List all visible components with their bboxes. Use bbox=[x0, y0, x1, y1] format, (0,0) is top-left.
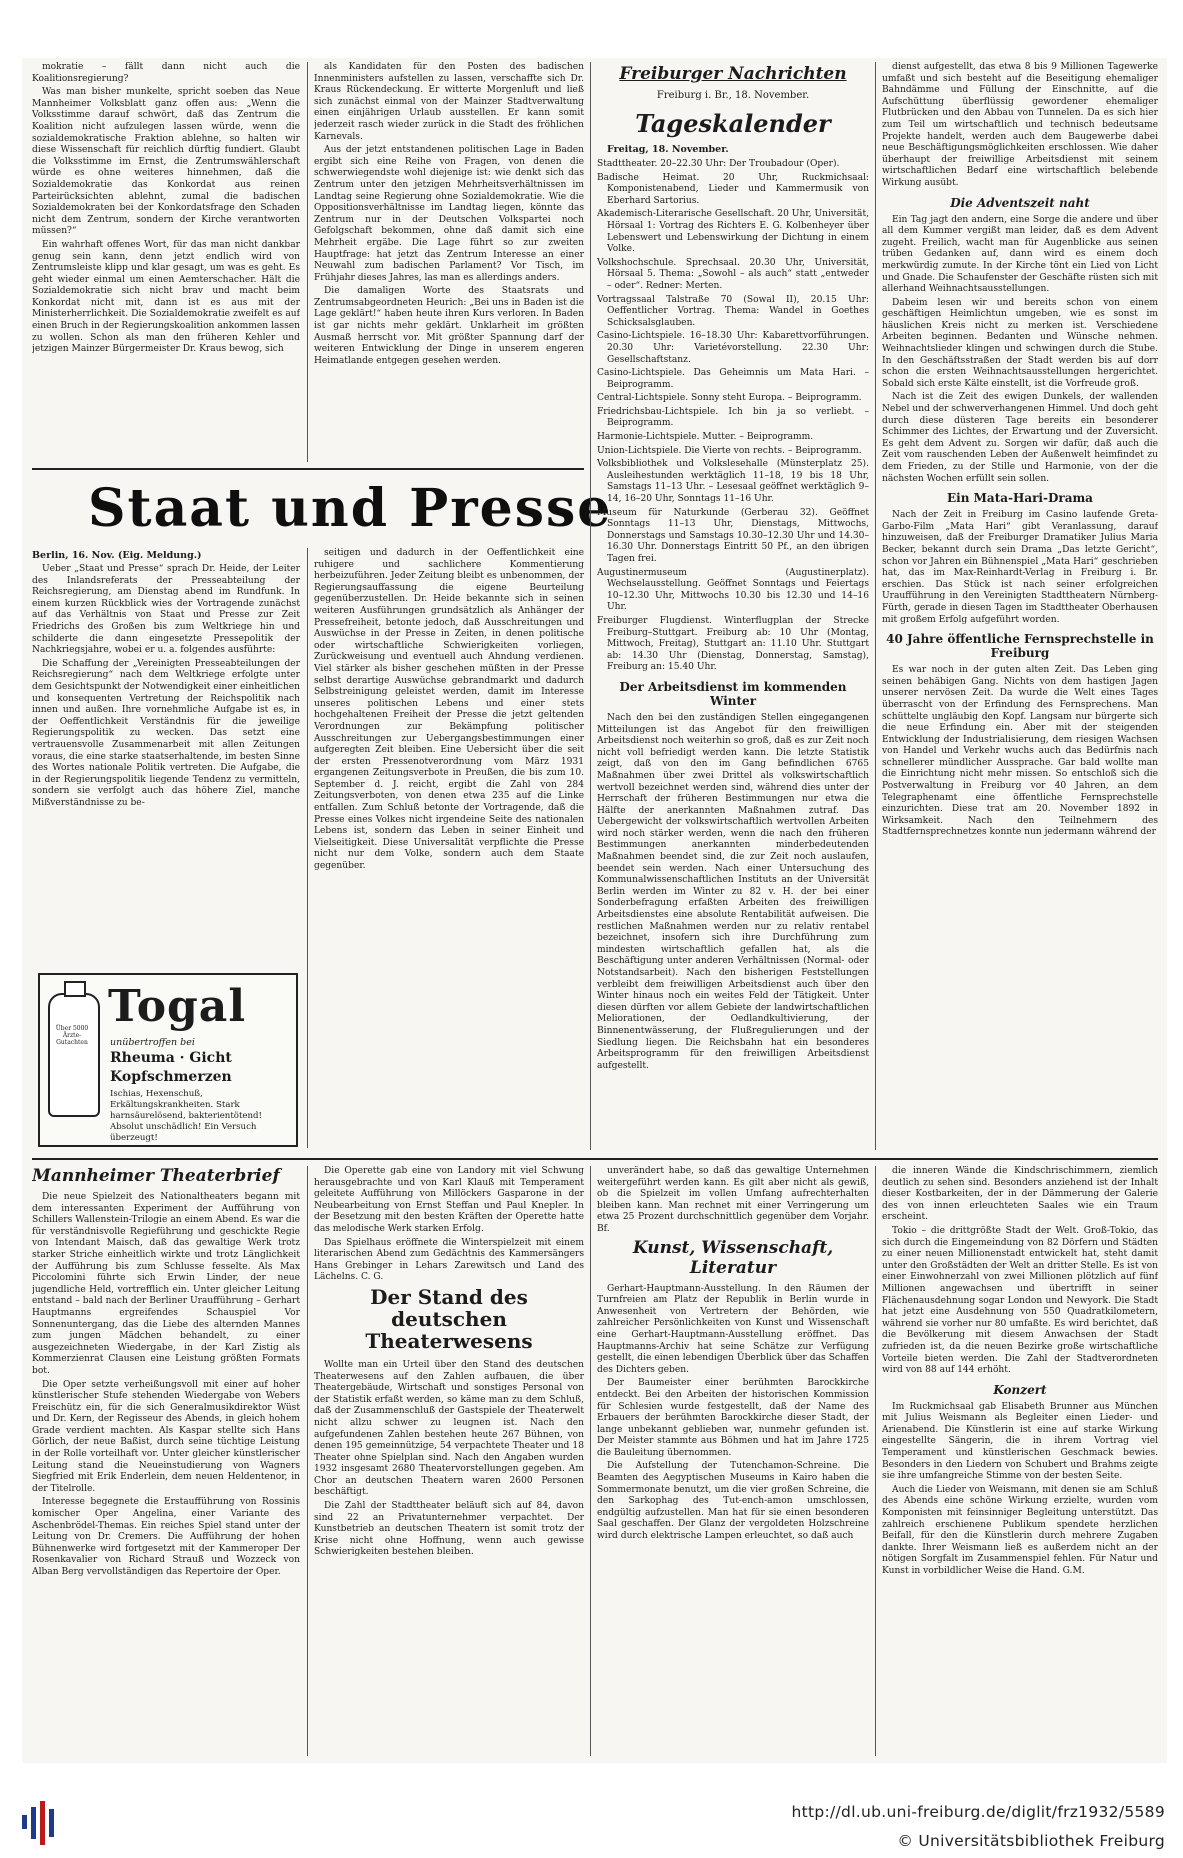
arbeitsdienst-heading: Der Arbeitsdienst im kommenden Winter bbox=[619, 679, 847, 708]
mata-hari-heading: Ein Mata-Hari-Drama bbox=[947, 491, 1093, 506]
operette-and-theaterwesen bbox=[314, 1166, 584, 1756]
masthead: Freiburger Nachrichten bbox=[619, 64, 847, 84]
paragraph: Das Spielhaus eröffnete die Winterspielzeit mit einem literarischen Abend zum Gedächtnis des Kammersängers Hans Grebinger in Lehars Zarewitsch und Land des Lächelns. C. G. bbox=[314, 1237, 584, 1283]
dateline: Berlin, 16. Nov. (Eig. Meldung.) bbox=[32, 550, 202, 561]
paragraph: Nach der Zeit in Freiburg im Casino laufende Greta-Garbo-Film „Mata Hari“ gibt Veranlassung, darauf hinzuweisen, daß der Freiburger Dramatiker Julius Maria Becker, bekannt durch sein Drama „Das letzte Gericht“, schon vor Jahren ein Bühnenspiel „Mata Hari“ geschrieben hat, das im Max-Reinhardt-Verlag in Freiburg i. Br. erschien. Das Stück ist nach seiner erfolgreichen Uraufführung in den Vereinigten Stadttheatern Nürnberg-Fürth, gerade in diesen Tagen im Stadttheater Oberhausen mit großem Erfolg aufgeführt worden. bbox=[882, 510, 1158, 625]
paragraph: die inneren Wände die Kindschrischimmern, ziemlich deutlich zu sehen sind. Besonders anziehend ist der Inhalt dieser Kostbarkeiten, der in der Dämmerung der Galerie des von innen erleuchteten Saales wie ein Traum erscheint. bbox=[882, 1166, 1158, 1223]
paragraph: seitigen und dadurch in der Oeffentlichkeit eine ruhigere und sachlichere Kommentierung herbeizuführen. Jeder Zeitung bleibt es unbenommen, der Regierungsauffassung die eigene Beurteilung gegenüberzustellen. Dr. Heide bekannte sich in seinen weiteren Ausführungen grundsätzlich als Anhänger der Pressefreiheit, betonte jedoch, daß Ausschreitungen und Auswüchse in der Presse in Zeiten, in denen politische oder wirtschaftliche Schwierigkeiten vorliegen, Zurückweisung und eventuell auch Ahndung verdienen. Viel stärker als bisher geschehen müßten in der Presse selbst derartige Auswüchse gebrandmarkt und dadurch Selbstreinigung geleistet werden, damit im Interesse unseres politischen Lebens und einer stets hochgehaltenen Freiheit der Presse die jetzt geltenden Verordnungen zur Bekämpfung politischer Ausschreitungen zur Uebergangsbestimmungen einer aufgeregten Zeit bleiben. Eine Uebersicht über die seit der ersten Pressenotverordnung vom März 1931 ergangenen Zeitungsverbote in Preußen, die bis zum 10. September d. J. reicht, ergibt die Zahl von 284 Zeitungsverboten, von denen etwa 235 auf die Linke entfallen. Zum Schluß betonte der Vortragende, daß die Presse eines Volkes nicht irgendeine Seite des nationalen Lebens ist, sondern das Leben in seiner Einheit und Vielseitigkeit. Diese Universalität verpflichte die Presse nicht nur dem Volke, sondern auch dem Staate gegenüber. bbox=[314, 548, 584, 872]
bottle-neck bbox=[64, 981, 86, 997]
calendar-entry: Badische Heimat. 20 Uhr, Ruckmichsaal: Komponistenabend, Lieder und Kammermusik von Eberhard Sartorius. bbox=[597, 172, 869, 206]
paragraph: Gerhart-Hauptmann-Ausstellung. In den Räumen der Turnfreien am Platz der Republik in Berlin wurde in Anwesenheit von Vertretern der Behörden, wie zahlreicher Persönlichkeiten von Kunst und Wissenschaft eine Gerhart-Hauptmann-Ausstellung eröffnet. Das Hauptmanns-Archiv hat seine Schätze zur Verfügung gestellt, die einen lebendigen Überblick über das Schaffen des Dichters geben. bbox=[597, 1283, 869, 1375]
paragraph: dienst aufgestellt, das etwa 8 bis 9 Millionen Tagewerke umfaßt und sich besteht auf die Beseitigung ehemaliger Bahndämme und Füllung der Einschnitte, auf die Aufschüttung überflüssig gewordener ehemaliger Flutbrücken und den Abbau von Tunnelen. Da es sich hier zum Teil um wirtschaftlich und technisch bedeutsame Projekte handelt, werden auch dem Baugewerbe dabei neue Beschäftigungsmöglichkeiten erschlossen. Wie daher überhaupt der freiwillige Arbeitsdienst mit seinem wirtschaftlichen Bedarf eine wirtschaftlich belebende Wirkung ausübt. bbox=[882, 62, 1158, 188]
library-logo-icon bbox=[18, 1797, 62, 1849]
column-rule bbox=[307, 548, 308, 1148]
newspaper-page bbox=[22, 58, 1167, 1763]
paragraph: Die Zahl der Stadttheater beläuft sich auf 84, davon sind 22 an Privatunternehmer verpachtet. Der Kunstbetrieb an deutschen Theatern ist somit trotz der Krise nicht ohne Hoffnung, wenn auch gewisse Schwierigkeiten bestehen bleiben. bbox=[314, 1501, 584, 1558]
calendar-entry: Volksbibliothek und Volkslesehalle (Münsterplatz 25). Ausleihestunden werktäglich 11–18, 19 bis 18 Uhr, Samstags 11–13 Uhr. – Lesesaal geöffnet werktäglich 9–14, 16–20 Uhr, Sonntags 11–16 Uhr. bbox=[597, 459, 869, 505]
calendar-entry: Union-Lichtspiele. Die Vierte von rechts. – Beiprogramm. bbox=[597, 445, 862, 456]
tokio-and-konzert-column bbox=[882, 1166, 1158, 1756]
calendar-entry: Freiburger Flugdienst. Winterflugplan der Strecke Freiburg–Stuttgart. Freiburg ab: 10 Uhr (Montag, Mittwoch, Freitag), Stuttgart an: 11.10 Uhr. Stuttgart ab: 14.30 Uhr (Dienstag, Donnerstag, Samstag), Freiburg an: 15.40 Uhr. bbox=[597, 615, 869, 673]
paragraph: Die damaligen Worte des Staatsrats und Zentrumsabgeordneten Heurich: „Bei uns in Baden ist die Lage geklärt!“ haben heute ihren Kurs verloren. In Baden ist gar nichts mehr geklärt. Unklarheit im größten Ausmaß herrscht vor. Mit größter Spannung darf der weiteren Entwicklung der Dinge in unserem engeren Heimatlande entgegen gesehen werden. bbox=[314, 286, 584, 366]
ad-line: Rheuma · Gicht bbox=[110, 1050, 232, 1066]
column-rule bbox=[875, 62, 876, 1150]
togal-advertisement bbox=[38, 973, 298, 1147]
local-news-column bbox=[597, 62, 869, 1150]
staat-article-col2 bbox=[314, 548, 584, 1148]
column-rule bbox=[307, 1166, 308, 1756]
paragraph: Interesse begegnete die Erstaufführung von Rossinis komischer Oper Angelina, einer Variante des Aschenbrödel-Themas. Ein reiches Spiel stand unter der Leitung von Dr. Cremers. Die Aufführung der hohen Bühnenwerke wird fortgesetzt mit der Kammeroper Der Rosenkavalier von Richard Strauß und Wozzeck von Alban Berg vervollständigen das Repertoire der Oper. bbox=[32, 1497, 300, 1577]
column-rule bbox=[590, 62, 591, 1150]
copyright-notice: © Universitätsbibliothek Freiburg bbox=[897, 1832, 1165, 1850]
paragraph: Aus der jetzt entstandenen politischen Lage in Baden ergibt sich eine Reihe von Fragen, von denen die schwerwiegendste wohl diejenige ist: wie denkt sich das Zentrum unter den jetzigen Mehrheitsverhältnissen im Landtag seine Regierung ohne Sozialdemokratie. Wie die Oppositionsverhältnisse im Landtag liegen, könnte das Zentrum nur in der Deutschen Volkspartei noch Gefolgschaft bekommen, ohne daß damit sich eine Mehrheit ergäbe. Die Lage führt so zur zweiten Hauptfrage: hat jetzt das Zentrum Interesse an einer Neuwahl zum badischen Parlament? Vor Tisch, im Frühjahr dieses Jahres, las man es allerdings anders. bbox=[314, 145, 584, 283]
calendar-entry: Friedrichsbau-Lichtspiele. Ich bin ja so verliebt. – Beiprogramm. bbox=[597, 406, 869, 429]
paragraph: Die neue Spielzeit des Nationaltheaters begann mit dem interessanten Experiment der Aufführung von Schillers Wallenstein-Trilogie an einem Abend. Es war die für verständnisvolle Regieführung und geschickte Regie von Intendant Maisch, daß das gewaltige Werk trotz starker Striche einheitlich wirkte und trotz Länglichkeit der Aufführung bis zum Schlusse fesselte. Als Max Piccolomini führte sich Erwin Linder, der neue jugendliche Held, vortrefflich ein. Unter gleicher Leitung entstand – bald nach der Berliner Uraufführung – Gerhart Hauptmanns ergreifendes Schauspiel Vor Sonnenuntergang, das die Liebe des alternden Mannes zum jungen Mädchen behandelt, zu einer ausgezeichneten Wiedergabe, in der Karl Zistig als Kommerzienrat Clausen eine Leistung größten Formats bot. bbox=[32, 1192, 300, 1376]
col2-top-article bbox=[314, 62, 584, 462]
masthead-dateline: Freiburg i. Br., 18. November. bbox=[656, 90, 810, 101]
column-rule bbox=[875, 1166, 876, 1756]
paragraph: Ueber „Staat und Presse“ sprach Dr. Heide, der Leiter des Inlandsreferats der Presseabteilung der Reichsregierung, am Dienstag abend im Rundfunk. In einem kurzen Rückblick wies der Vortragende zunächst auf das Verhältnis von Staat und Presse zur Zeit Friedrichs des Großen bis zum Weltkriege hin und schilderte die dann eingesetzte Pressepolitik der Nachkriegsjahre, wobei er u. a. folgendes ausführte: bbox=[32, 564, 300, 656]
calendar-entry: Harmonie-Lichtspiele. Mutter. – Beiprogramm. bbox=[597, 432, 814, 443]
tageskalender-date: Freitag, 18. November. bbox=[607, 144, 729, 155]
calendar-entry: Akademisch-Literarische Gesellschaft. 20 Uhr, Universität, Hörsaal 1: Vortrag des Richters E. G. Kolbenheyer über Lebenswert und Lebenswirkung der Dichtung in einem Volke. bbox=[597, 209, 869, 255]
konzert-heading: Konzert bbox=[993, 1382, 1047, 1397]
kunst-wissenschaft-column bbox=[597, 1166, 869, 1756]
paragraph: Ein wahrhaft offenes Wort, für das man nicht dankbar genug sein kann, denn jetzt endlich wird von Zentrumsleiste klipp und klar gesagt, um was es geht. Es geht wieder einmal um einen Aemterschacher. Hält die Sozialdemokratie sich nicht brav und macht beim Konkordat nicht mit, dann ist es aus mit der Ministerherrlichkeit. Die Sozialdemokratie zweifelt es auf einen Bruch in der Regierungskoalition ankommen lassen zu wollen. Schon als man den früheren Kehler und jetzigen Mainzer Bürgermeister Dr. Kraus bewog, sich bbox=[32, 239, 300, 355]
paragraph: Was man bisher munkelte, spricht soeben das Neue Mannheimer Volksblatt ganz offen aus: „Wenn die Volksstimme darauf schwört, daß das Zentrum die Koalition nicht aufzulegen lassen würde, wenn die sozialdemokratische Fraktion ablehne, so halten wir diese Wissenschaft für reichlich dürftig fundiert. Glaubt die Volksstimme im Ernst, die Zentrumswählerschaft würde es ohne weiteres hinnehmen, daß die Sozialdemokratie das Konkordat aus reinen Parteirücksichten ablehnt, zumal die badischen Sozialdemokraten bei der Konkordatsfrage den Schaden nicht dem Zentrum, sondern der Kirche verantworten müssen?“ bbox=[32, 87, 300, 237]
headline-staat-und-presse: Staat und Presse bbox=[88, 478, 613, 539]
paragraph: Der Baumeister einer berühmten Barockkirche entdeckt. Bei den Arbeiten der historischen Kommission für Schlesien wurde festgestellt, daß der Name des Erbauers der berühmten Barockkirche dieser Stadt, der lange unbekannt geblieben war, nunmehr gefunden ist. Der Meister stammte aus Böhmen und hat im Jahre 1725 die Bauleitung übernommen. bbox=[597, 1378, 869, 1458]
calendar-entries bbox=[597, 159, 869, 674]
ad-brand: Togal bbox=[108, 981, 247, 1032]
ad-line: Kopfschmerzen bbox=[110, 1069, 232, 1085]
paragraph: Auch die Lieder von Weismann, mit denen sie am Schluß des Abends eine schöne Wirkung erzielte, wurden vom Komponisten mit feinsinniger Begleitung unterstützt. Das zahlreich erschienene Publikum spendete herzlichen Beifall, für den die Künstlerin durch mehrere Zugaben dankte. Ihrer Weismann ließ es außerdem nicht an der nötigen Sorgfalt im Zusammenspiel fehlen. Für Natur und Kunst in vorbildlicher Weise die Hand. G.M. bbox=[882, 1484, 1158, 1576]
calendar-entry: Vortragssaal Talstraße 70 (Sowal II), 20.15 Uhr: Oeffentlicher Vortrag. Thema: Wandel in Goethes Schicksalsglauben. bbox=[597, 294, 869, 328]
calendar-entry: Casino-Lichtspiele. Das Geheimnis um Mata Hari. – Beiprogramm. bbox=[597, 368, 869, 390]
ad-small-print: Ischias, Hexenschuß, Erkältungskrankheiten. Stark harnsäurelösend, bakterientötend! Absolut unschädlich! Ein Versuch überzeugt! bbox=[110, 1089, 262, 1143]
paragraph: Nach den bei den zuständigen Stellen eingegangenen Mitteilungen ist das Angebot für den freiwilligen Arbeitsdienst noch weiterhin so groß, daß es zur Zeit noch nicht voll befriedigt werden kann. Die letzte Statistik zeigt, daß von den im Gang befindlichen 6765 Maßnahmen über zwei Drittel als volkswirtschaftlich wertvoll bezeichnet werden sind, während dies unter der Herrschaft der früheren Bestimmungen nur etwa die Hälfte der anerkannten Maßnahmen zutraf. Das Uebergewicht der volkswirtschaftlich wertvollen Arbeiten wird noch stärker werden, wenn die nach den früheren Bestimmungen anerkannten minderbedeutenden Maßnahmen beendet sind, die zur Zeit noch auslaufen, beendet sein werden. Nach einer Untersuchung des Kommunalwissenschaftlichen Instituts an der Universität Berlin werden im Winter zu 82 v. H. der bei einer Sonderbefragung erfaßten Arbeiten des freiwilligen Arbeitsdienstes eine absolute Rentabilität aufweisen. Die restlichen Maßnahmen werden nur zu relativ rentabel bezeichnet, insofern sich ihre Durchführung zum mindesten wirtschaftlich gefallen hat, als die Beschäftigung unter anderen Verhältnissen (Normal- oder Notstandsarbeit). Nach den bisherigen Feststellungen verbleibt dem freiwilligen Arbeitsdienst auch über den Winter hinaus noch ein weites Feld der Tätigkeit. Unter diesen dürften vor allem Gebiete der landwirtschaftlichen Meliorationen, der Oedlandkultivierung, der Binnenentwässerung, der Flußregulierungen und der Siedlung liegen. Die Reichsbahn hat ein besonderes Arbeitsprogramm für den freiwilligen Arbeitsdienst aufgestellt. bbox=[597, 712, 869, 1071]
col1-top-article bbox=[32, 62, 300, 462]
theaterbrief-heading: Mannheimer Theaterbrief bbox=[32, 1166, 280, 1186]
advent-heading: Die Adventszeit naht bbox=[950, 195, 1090, 210]
paragraph: mokratie – fällt dann nicht auch die Koalitionsregierung? bbox=[32, 62, 300, 84]
calendar-entry: Augustinermuseum (Augustinerplatz). Wechselausstellung. Geöffnet Sonntags und Feiertags 10–12.30 Uhr, Mittwochs 10.30 bis 12.30 und 14–16 Uhr. bbox=[597, 567, 869, 613]
ad-tagline: unübertroffen bei bbox=[110, 1037, 195, 1048]
paragraph: Die Operette gab eine von Landory mit viel Schwung herausgebrachte und von Karl Klauß mit Temperament geleitete Aufführung von Millöckers Gasparone in der Neubearbeitung von Ernst Steffan und Paul Knepler. In der Besetzung mit den besten Kräften der Operette hatte das melodische Werk starken Erfolg. bbox=[314, 1166, 584, 1234]
calendar-entry: Volkshochschule. Sprechsaal. 20.30 Uhr, Universität, Hörsaal 5. Thema: „Sowohl – als auch“ statt „entweder – oder“. Redner: Merten. bbox=[597, 257, 869, 291]
calendar-entry: Stadttheater. 20–22.30 Uhr: Der Troubadour (Oper). bbox=[597, 159, 840, 169]
bottle-label: Über 5000 Ärzte-Gutachten bbox=[55, 1025, 89, 1046]
paragraph: Die Schaffung der „Vereinigten Presseabteilungen der Reichsregierung“ nach dem Weltkriege erfolgte unter dem Gesichtspunkt der Notwendigkeit einer einheitlichen und konsequenten Vertretung der Reichspolitik nach innen und außen. Ihre vornehmliche Aufgabe ist es, in der Oeffentlichkeit Verständnis für die jeweilige Regierungspolitik zu wecken. Das setzt eine vertrauensvolle Zusammenarbeit mit allen Zeitungen voraus, die eine starke staatserhaltende, im besten Sinne des Wortes nationale Politik vertreten. Die Aufgabe, die in der Regierungspolitik liegende Tendenz zu vermitteln, sondern sie verfolgt auch das höhere Ziel, manche Mißverständnisse zu be- bbox=[32, 658, 300, 808]
paragraph: Die Aufstellung der Tutenchamon-Schreine. Die Beamten des Aegyptischen Museums in Kairo haben die Sommermonate benutzt, um die vier großen Schreine, die den Sarkophag des Tut-ench-amon umschlossen, endgültig aufzustellen. Man hat für sie einen besonderen Saal geschaffen. Der Glanz der vergoldeten Holzschreine wird durch elektrische Lampen erleuchtet, so daß auch bbox=[597, 1461, 869, 1542]
medicine-bottle-icon bbox=[48, 993, 100, 1117]
fernsprech-heading: 40 Jahre öffentliche Fernsprechstelle in Freiburg bbox=[886, 632, 1154, 661]
tageskalender-title: Tageskalender bbox=[635, 109, 831, 138]
calendar-entry: Central-Lichtspiele. Sonny steht Europa. – Beiprogramm. bbox=[597, 393, 862, 404]
section-divider bbox=[32, 468, 584, 470]
paragraph: Wollte man ein Urteil über den Stand des deutschen Theaterwesens auf den Zahlen aufbauen, die über Theatergebäude, Wirtschaft und sonstiges Personal von der Statistik erfaßt werden, so käme man zu dem Schluß, daß der Zusammenschluß der Gastspiele der Theaterwelt nicht allzu schwer zu leugnen ist. Nach den aufgefundenen Zahlen bestehen heute 267 Bühnen, von denen 195 gemeinnützige, 54 verpachtete Theater und 18 Theater ohne Spielplan sind. Nach den Angaben wurden 1932 insgesamt 2680 Theatervorstellungen gegeben. Am Chor an deutschen Theatern waren 2600 Personen beschäftigt. bbox=[314, 1359, 584, 1498]
paragraph: Im Ruckmichsaal gab Elisabeth Brunner aus München mit Julius Weismann als Begleiter einen Lieder- und Arienabend. Die Künstlerin ist eine auf starke Wirkung eingestellte Sängerin, die in ihrem Vortrag viel Temperament und künstlerischen Geschmack bewies. Besonders in den Liedern von Schubert und Brahms zeigte sie ihre umfangreiche Stimme von der besten Seite. bbox=[882, 1401, 1158, 1482]
column-rule bbox=[590, 1166, 591, 1756]
col5-articles bbox=[882, 62, 1158, 1150]
paragraph: Die Oper setzte verheißungsvoll mit einer auf hoher künstlerischer Stufe stehenden Wiedergabe von Webers Freischütz ein, für die sich Generalmusikdirektor Wüst und Dr. Kern, der Regisseur des Abends, in gleich hohem Grade verdient machten. Als Kaspar stellte sich Hans Görlich, der neue Baßist, durch seine tüchtige Leistung in der Rolle vorteilhaft vor. Unter gleicher künstlerischer Leitung stand die Neueinstudierung von Wagners Siegfried mit Erik Enderlein, dem neuen Heldentenor, in der Titelrolle. bbox=[32, 1379, 300, 1494]
paragraph: Tokio – die drittgrößte Stadt der Welt. Groß-Tokio, das sich durch die Eingemeindung von 82 Dörfern und Städten zu einer neuen Millionenstadt entwickelt hat, steht damit unter den Großstädten der Welt an dritter Stelle. Es ist von einer Einwohnerzahl von zwei Millionen plötzlich auf fünf Millionen angewachsen und übertrifft in seiner Flächenausdehnung sogar London und Newyork. Die Stadt hat jetzt eine Ausdehnung von 550 Quadratkilometern, während sie vorher nur 80 umfaßte. Es wird berichtet, daß die Bevölkerung mit diesem Anwachsen der Stadt zufrieden ist, da die neuen Bezirke große wirtschaftliche Vorteile bieten werden. Die Zahl der Stadtverordneten wird von 88 auf 144 erhöht. bbox=[882, 1225, 1158, 1376]
theaterbrief-article bbox=[32, 1166, 300, 1756]
staat-article-col1 bbox=[32, 548, 300, 963]
column-rule bbox=[307, 62, 308, 462]
paragraph: unverändert habe, so daß das gewaltige Unternehmen weitergeführt werden kann. Es gilt aber nicht als gewiß, ob die Spielzeit im vollen Umfang aufrechterhalten bleiben kann. Man rechnet mit einer Verringerung um etwa 25 Prozent durchschnittlich gegenüber dem Vorjahr. Bf. bbox=[597, 1166, 869, 1234]
paragraph: Ein Tag jagt den andern, eine Sorge die andere und über all dem Kummer vergißt man leider, daß es dem Advent zugeht. Freilich, wacht man für Augenblicke aus seinen trüben Gedanken auf, dann wird es einem doch merkwürdig zumute. In der Kirche tönt ein Lied von Licht und Gnade. Die Schaufenster der Geschäfte rüsten sich mit allerhand Weihnachtsausstellungen. bbox=[882, 214, 1158, 295]
kunst-heading: Kunst, Wissenschaft, Literatur bbox=[632, 1237, 834, 1278]
calendar-entry: Casino-Lichtspiele. 16–18.30 Uhr: Kabarettvorführungen. 20.30 Uhr: Varietévorstellung. 22.30 Uhr: Gesellschaftstanz. bbox=[597, 331, 869, 365]
feuilleton-divider bbox=[32, 1158, 1158, 1160]
theaterwesen-heading: Der Stand des deutschen Theaterwesens bbox=[365, 1284, 533, 1353]
permalink-url[interactable]: http://dl.ub.uni-freiburg.de/diglit/frz1932/5589 bbox=[791, 1803, 1165, 1821]
paragraph: als Kandidaten für den Posten des badischen Innenministers aufstellen zu lassen, verschaffte sich Dr. Kraus Rückendeckung. Er witterte Morgenluft und ließ sich zunächst einmal von der Mainzer Stadtverwaltung einen einjährigen Urlaub ausstellen. Er kann somit jederzeit rasch wieder zurück in die Stadt des fröhlichen Karnevals. bbox=[314, 62, 584, 142]
paragraph: Nach ist die Zeit des ewigen Dunkels, der wallenden Nebel und der schwerverhangenen Himmel. Und doch geht durch diese düsteren Tage bereits ein besonderer Schimmer des Lichtes, der Erwartung und der Zuversicht. Es geht dem Advent zu. Sorgen wir dafür, daß auch die Zeit vom rauschenden Leben der Außenwelt heimfindet zu dem Frieden, zu der Stille und Harmonie, von der die nächsten Wochen erfüllt sein sollen. bbox=[882, 392, 1158, 484]
paragraph: Es war noch in der guten alten Zeit. Das Leben ging seinen behäbigen Gang. Nichts von dem hastigen Jagen unserer nervösen Zeit. Da wurde die Welt eines Tages überrascht von der Erfindung des Fernsprechens. Man schüttelte ungläubig den Kopf. Langsam nur bürgerte sich die neue Erfindung ein. Aber mit der steigenden Entwicklung der Industrialisierung, dem riesigen Wachsen von Handel und Verkehr wuchs auch das Bedürfnis nach schnellerer mündlicher Aussprache. Gar bald wollte man die Einrichtung nicht mehr missen. So entschloß sich die Postverwaltung in Freiburg vor 40 Jahren, an dem Telegraphenamt eine öffentliche Fernsprechstelle einzurichten. Diese trat am 20. November 1892 in Wirksamkeit. Nach den Teilnehmern des Stadtfernsprechnetzes konnte nun jedermann während der bbox=[882, 665, 1158, 838]
paragraph: Dabeim lesen wir und bereits schon von einem geschäftigen Heimlichtun umgeben, wie es sonst im häuslichen Kreis nicht zu merken ist. Verschiedene Arbeiten beginnen. Bedanten und Wünsche nehmen. Weihnachtslieder klingen und schwingen durch die Stube. In den Geschäftsstraßen der Stadt werden bis auf dorr schon die ersten Weihnachtsausstellungen hergerichtet. Sobald sich erste Kälte einstellt, ist die Vorfreude groß. bbox=[882, 297, 1158, 389]
calendar-entry: Museum für Naturkunde (Gerberau 32). Geöffnet Sonntags 11–13 Uhr, Dienstags, Mittwochs, Donnerstags und Samstags 10.30–12.30 Uhr und 14.30–16.30 Uhr. Donnerstags Eintritt 50 Pf., an den übrigen Tagen frei. bbox=[597, 507, 869, 564]
